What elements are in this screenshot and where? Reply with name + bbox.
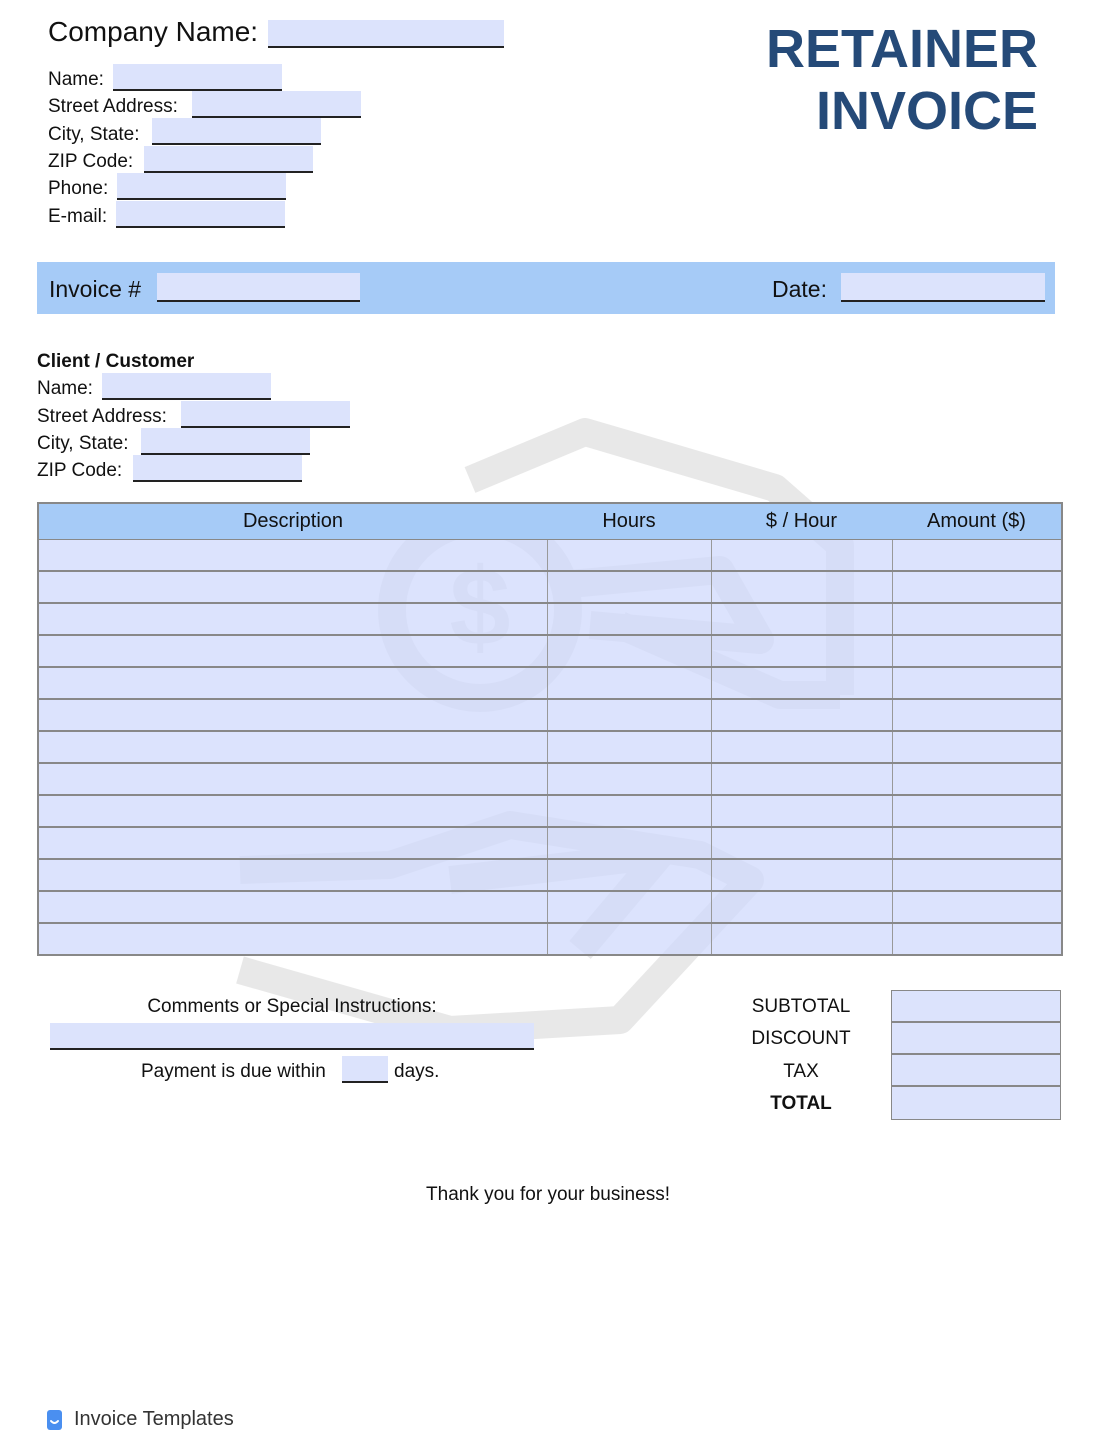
amount-cell[interactable] bbox=[892, 571, 1062, 603]
description-cell[interactable] bbox=[38, 571, 547, 603]
hours-cell[interactable] bbox=[547, 795, 711, 827]
hours-cell[interactable] bbox=[547, 763, 711, 795]
hours-cell[interactable] bbox=[547, 571, 711, 603]
sender-email-field[interactable] bbox=[116, 201, 285, 228]
table-row bbox=[38, 603, 1062, 635]
client-heading: Client / Customer bbox=[37, 351, 195, 372]
table-row bbox=[38, 571, 1062, 603]
amount-cell[interactable] bbox=[892, 795, 1062, 827]
title-line-invoice: INVOICE bbox=[815, 81, 1038, 141]
subtotal-label: SUBTOTAL bbox=[751, 996, 851, 1017]
client-street-label: Street Address: bbox=[37, 406, 167, 427]
hours-cell[interactable] bbox=[547, 667, 711, 699]
comments-label: Comments or Special Instructions: bbox=[147, 996, 437, 1017]
client-zip-field[interactable] bbox=[133, 455, 302, 482]
hours-cell[interactable] bbox=[547, 891, 711, 923]
rate-cell[interactable] bbox=[711, 827, 892, 859]
rate-cell[interactable] bbox=[711, 795, 892, 827]
table-row bbox=[38, 891, 1062, 923]
description-cell[interactable] bbox=[38, 763, 547, 795]
invoice-date-field[interactable] bbox=[841, 273, 1045, 302]
sender-phone-field[interactable] bbox=[117, 173, 286, 200]
brand-name: Invoice Templates bbox=[74, 1408, 234, 1430]
description-cell[interactable] bbox=[38, 635, 547, 667]
amount-cell[interactable] bbox=[892, 763, 1062, 795]
payment-days-field[interactable] bbox=[342, 1056, 388, 1083]
table-row bbox=[38, 667, 1062, 699]
table-row bbox=[38, 540, 1062, 572]
table-row bbox=[38, 795, 1062, 827]
table-row bbox=[38, 635, 1062, 667]
payment-terms-prefix: Payment is due within bbox=[141, 1061, 326, 1082]
amount-cell[interactable] bbox=[892, 667, 1062, 699]
hours-cell[interactable] bbox=[547, 699, 711, 731]
table-row bbox=[38, 827, 1062, 859]
rate-header: $ / Hour bbox=[711, 503, 892, 540]
table-row bbox=[38, 923, 1062, 955]
tax-label: TAX bbox=[783, 1061, 819, 1082]
invoice-number-bar bbox=[37, 262, 1055, 314]
amount-cell[interactable] bbox=[892, 731, 1062, 763]
client-city-label: City, State: bbox=[37, 433, 129, 454]
discount-label: DISCOUNT bbox=[751, 1028, 851, 1049]
sender-street-field[interactable] bbox=[192, 91, 361, 118]
rate-cell[interactable] bbox=[711, 923, 892, 955]
line-items-table bbox=[37, 502, 1063, 956]
sender-phone-label: Phone: bbox=[48, 178, 109, 199]
description-cell[interactable] bbox=[38, 699, 547, 731]
comments-field[interactable] bbox=[50, 1023, 534, 1050]
sender-city-label: City, State: bbox=[48, 124, 140, 145]
table-row bbox=[38, 731, 1062, 763]
sender-name-label: Name: bbox=[48, 69, 104, 90]
description-cell[interactable] bbox=[38, 795, 547, 827]
description-cell[interactable] bbox=[38, 603, 547, 635]
sender-email-label: E-mail: bbox=[48, 206, 108, 227]
total-label: TOTAL bbox=[770, 1093, 832, 1114]
table-header-row bbox=[38, 503, 1062, 540]
rate-cell[interactable] bbox=[711, 763, 892, 795]
hours-cell[interactable] bbox=[547, 731, 711, 763]
amount-cell[interactable] bbox=[892, 859, 1062, 891]
amount-cell[interactable] bbox=[892, 635, 1062, 667]
description-cell[interactable] bbox=[38, 923, 547, 955]
document-logo-icon bbox=[46, 1409, 63, 1431]
sender-zip-label: ZIP Code: bbox=[48, 151, 134, 172]
sender-name-field[interactable] bbox=[113, 64, 282, 91]
client-name-field[interactable] bbox=[102, 373, 271, 400]
hours-cell[interactable] bbox=[547, 859, 711, 891]
hours-cell[interactable] bbox=[547, 635, 711, 667]
rate-cell[interactable] bbox=[711, 571, 892, 603]
table-row bbox=[38, 763, 1062, 795]
description-header: Description bbox=[38, 503, 547, 540]
sender-zip-field[interactable] bbox=[144, 146, 313, 173]
invoice-number-field[interactable] bbox=[157, 273, 360, 302]
rate-cell[interactable] bbox=[711, 859, 892, 891]
rate-cell[interactable] bbox=[711, 667, 892, 699]
rate-cell[interactable] bbox=[711, 891, 892, 923]
hours-cell[interactable] bbox=[547, 923, 711, 955]
amount-cell[interactable] bbox=[892, 923, 1062, 955]
document-title bbox=[766, 18, 1038, 142]
rate-cell[interactable] bbox=[711, 699, 892, 731]
payment-terms-suffix: days. bbox=[394, 1061, 440, 1082]
sender-city-field[interactable] bbox=[152, 118, 321, 145]
invoice-date-label: Date: bbox=[772, 276, 827, 302]
thank-you-message: Thank you for your business! bbox=[426, 1184, 670, 1205]
amount-cell[interactable] bbox=[892, 603, 1062, 635]
client-zip-label: ZIP Code: bbox=[37, 460, 123, 481]
table-row bbox=[38, 859, 1062, 891]
client-street-field[interactable] bbox=[181, 401, 350, 428]
discount-field[interactable] bbox=[891, 1022, 1061, 1054]
company-name-label: Company Name: bbox=[48, 16, 259, 47]
rate-cell[interactable] bbox=[711, 603, 892, 635]
tax-field[interactable] bbox=[891, 1054, 1061, 1086]
amount-cell[interactable] bbox=[892, 891, 1062, 923]
description-cell[interactable] bbox=[38, 667, 547, 699]
hours-header: Hours bbox=[547, 503, 711, 540]
total-field[interactable] bbox=[891, 1086, 1061, 1120]
description-cell[interactable] bbox=[38, 731, 547, 763]
sender-street-label: Street Address: bbox=[48, 96, 178, 117]
hours-cell[interactable] bbox=[547, 827, 711, 859]
amount-cell[interactable] bbox=[892, 540, 1062, 572]
title-line-retainer: RETAINER bbox=[765, 19, 1038, 79]
description-cell[interactable] bbox=[38, 859, 547, 891]
client-name-label: Name: bbox=[37, 378, 93, 399]
description-cell[interactable] bbox=[38, 827, 547, 859]
rate-cell[interactable] bbox=[711, 635, 892, 667]
amount-header: Amount ($) bbox=[892, 503, 1062, 540]
hours-cell[interactable] bbox=[547, 603, 711, 635]
amount-cell[interactable] bbox=[892, 827, 1062, 859]
rate-cell[interactable] bbox=[711, 731, 892, 763]
rate-cell[interactable] bbox=[711, 540, 892, 572]
amount-cell[interactable] bbox=[892, 699, 1062, 731]
description-cell[interactable] bbox=[38, 540, 547, 572]
subtotal-field[interactable] bbox=[891, 990, 1061, 1022]
table-row bbox=[38, 699, 1062, 731]
client-city-field[interactable] bbox=[141, 428, 310, 455]
description-cell[interactable] bbox=[38, 891, 547, 923]
invoice-number-label: Invoice # bbox=[49, 276, 142, 302]
hours-cell[interactable] bbox=[547, 540, 711, 572]
company-name-field[interactable] bbox=[268, 20, 504, 48]
